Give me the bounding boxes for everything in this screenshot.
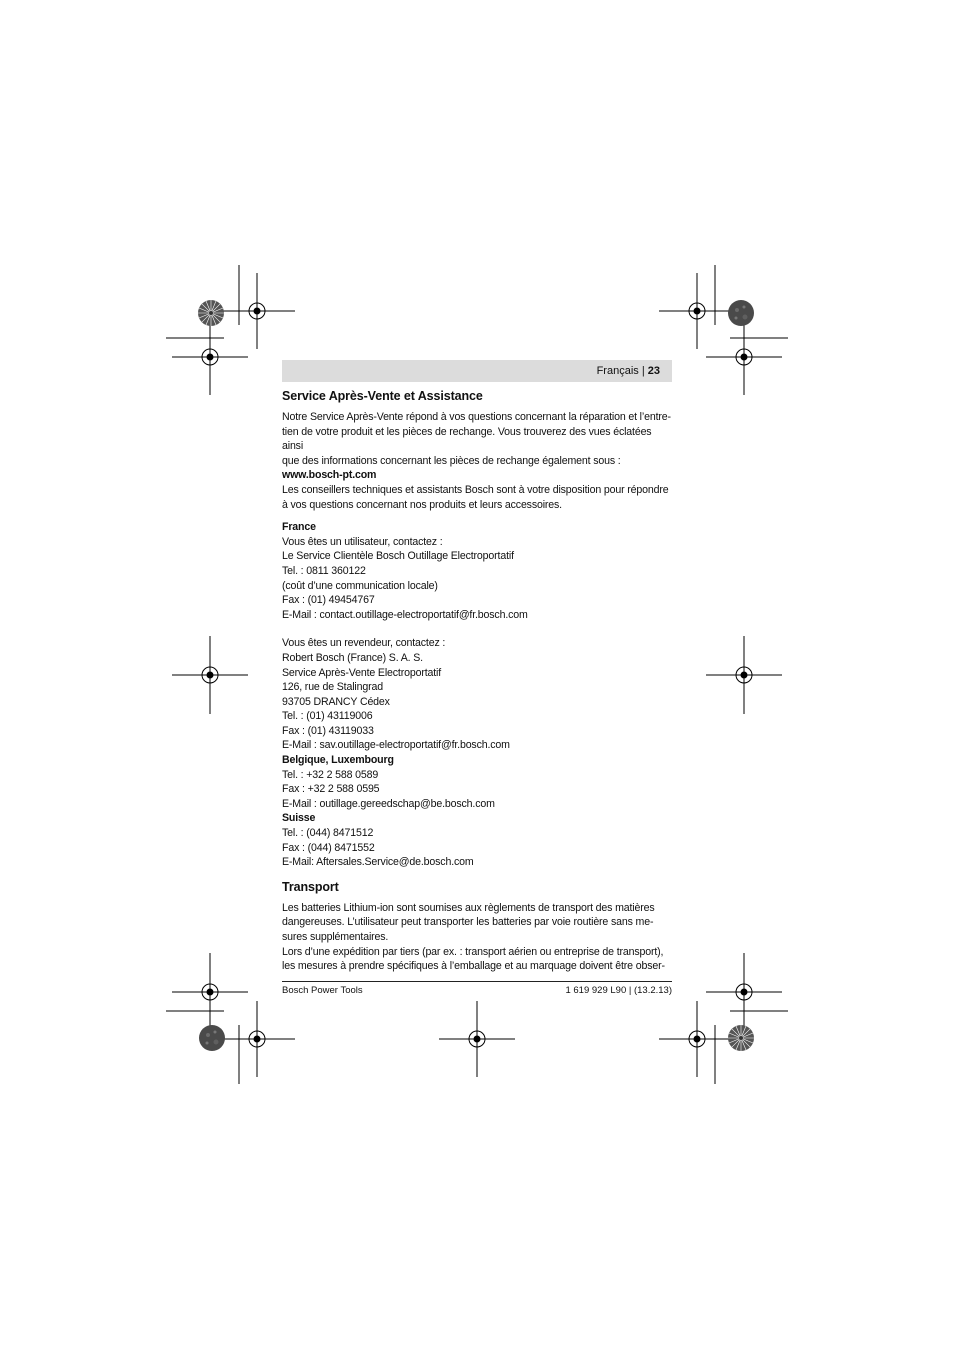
service-intro — [282, 410, 674, 468]
text-line: Fax : +32 2 588 0595 — [282, 783, 380, 796]
website-link[interactable]: www.bosch-pt.com — [282, 469, 377, 482]
text-line: dangereuses. L’utilisateur peut transporter les batteries par voie routière sans me- — [282, 916, 654, 929]
text-line: Les batteries Lithium-ion sont soumises aux règlements de transport des matières — [282, 901, 655, 914]
text-line: Tel. : (044) 8471512 — [282, 827, 374, 840]
text-line: sures supplémentaires. — [282, 931, 389, 943]
text-line: E-Mail : sav.outillage-electroportatif@fr.bosch.com — [282, 739, 510, 752]
text-line: les mesures à prendre spécifiques à l’emballage et au marquage doivent être obser- — [282, 960, 665, 973]
text-line: Robert Bosch (France) S. A. S. — [282, 651, 423, 664]
text-line: E-Mail : contact.outillage-electroportatif@fr.bosch.com — [282, 608, 528, 621]
text-line: Le Service Clientèle Bosch Outillage Electroportatif — [282, 550, 514, 563]
text-line: Tel. : 0811 360122 — [282, 564, 366, 577]
text-line: tien de votre produit et les pièces de rechange. Vous trouverez des vues éclatées ainsi — [282, 425, 652, 453]
text-line: Fax : (01) 43119033 — [282, 724, 374, 737]
text-line: Notre Service Après-Vente répond à vos questions concernant la réparation et l’entre- — [282, 411, 671, 423]
france-users-contact — [282, 535, 674, 623]
footer-divider — [282, 981, 672, 982]
belgium-heading: Belgique, Luxembourg — [282, 754, 394, 767]
transport-text — [282, 901, 674, 974]
footer-brand: Bosch Power Tools — [282, 985, 363, 996]
text-line: Tel. : +32 2 588 0589 — [282, 768, 379, 781]
belgium-contact — [282, 768, 674, 812]
text-line: Vous êtes un revendeur, contactez : — [282, 637, 446, 650]
text-line: Les conseillers techniques et assistants Bosch sont à votre disposition pour répondre — [282, 483, 669, 496]
switzerland-heading: Suisse — [282, 812, 316, 825]
france-resellers-contact — [282, 636, 674, 753]
france-heading: France — [282, 521, 316, 534]
transport-heading: Transport — [282, 879, 339, 894]
switzerland-contact — [282, 826, 674, 870]
text-line: Fax : (01) 49454767 — [282, 594, 375, 607]
text-line: que des informations concernant les pièces de rechange également sous : — [282, 454, 621, 467]
text-line: Fax : (044) 8471552 — [282, 841, 375, 854]
text-line: 126, rue de Stalingrad — [282, 681, 383, 694]
text-line: Lors d’une expédition par tiers (par ex. : transport aérien ou entreprise de transport), — [282, 945, 664, 958]
text-line: Service Après-Vente Electroportatif — [282, 666, 442, 679]
page-number: 23 — [647, 365, 660, 377]
text-line: 93705 DRANCY Cédex — [282, 695, 390, 708]
text-line: E-Mail : outillage.gereedschap@be.bosch.com — [282, 797, 495, 810]
text-line: Tel. : (01) 43119006 — [282, 710, 373, 723]
service-heading: Service Après-Vente et Assistance — [282, 389, 483, 403]
text-line: à vos questions concernant nos produits et leurs accessoires. — [282, 498, 562, 511]
footer-doc-number: 1 619 929 L90 | (13.2.13) — [565, 985, 672, 996]
page-header-bar — [282, 360, 672, 382]
service-advisors — [282, 483, 674, 512]
page-content — [282, 386, 674, 974]
page-header: Français | 23 — [596, 365, 660, 377]
text-line: (coût d’une communication locale) — [282, 579, 438, 592]
text-line: Vous êtes un utilisateur, contactez : — [282, 535, 443, 548]
header-language: Français — [596, 365, 639, 377]
text-line: E-Mail: Aftersales.Service@de.bosch.com — [282, 856, 474, 869]
